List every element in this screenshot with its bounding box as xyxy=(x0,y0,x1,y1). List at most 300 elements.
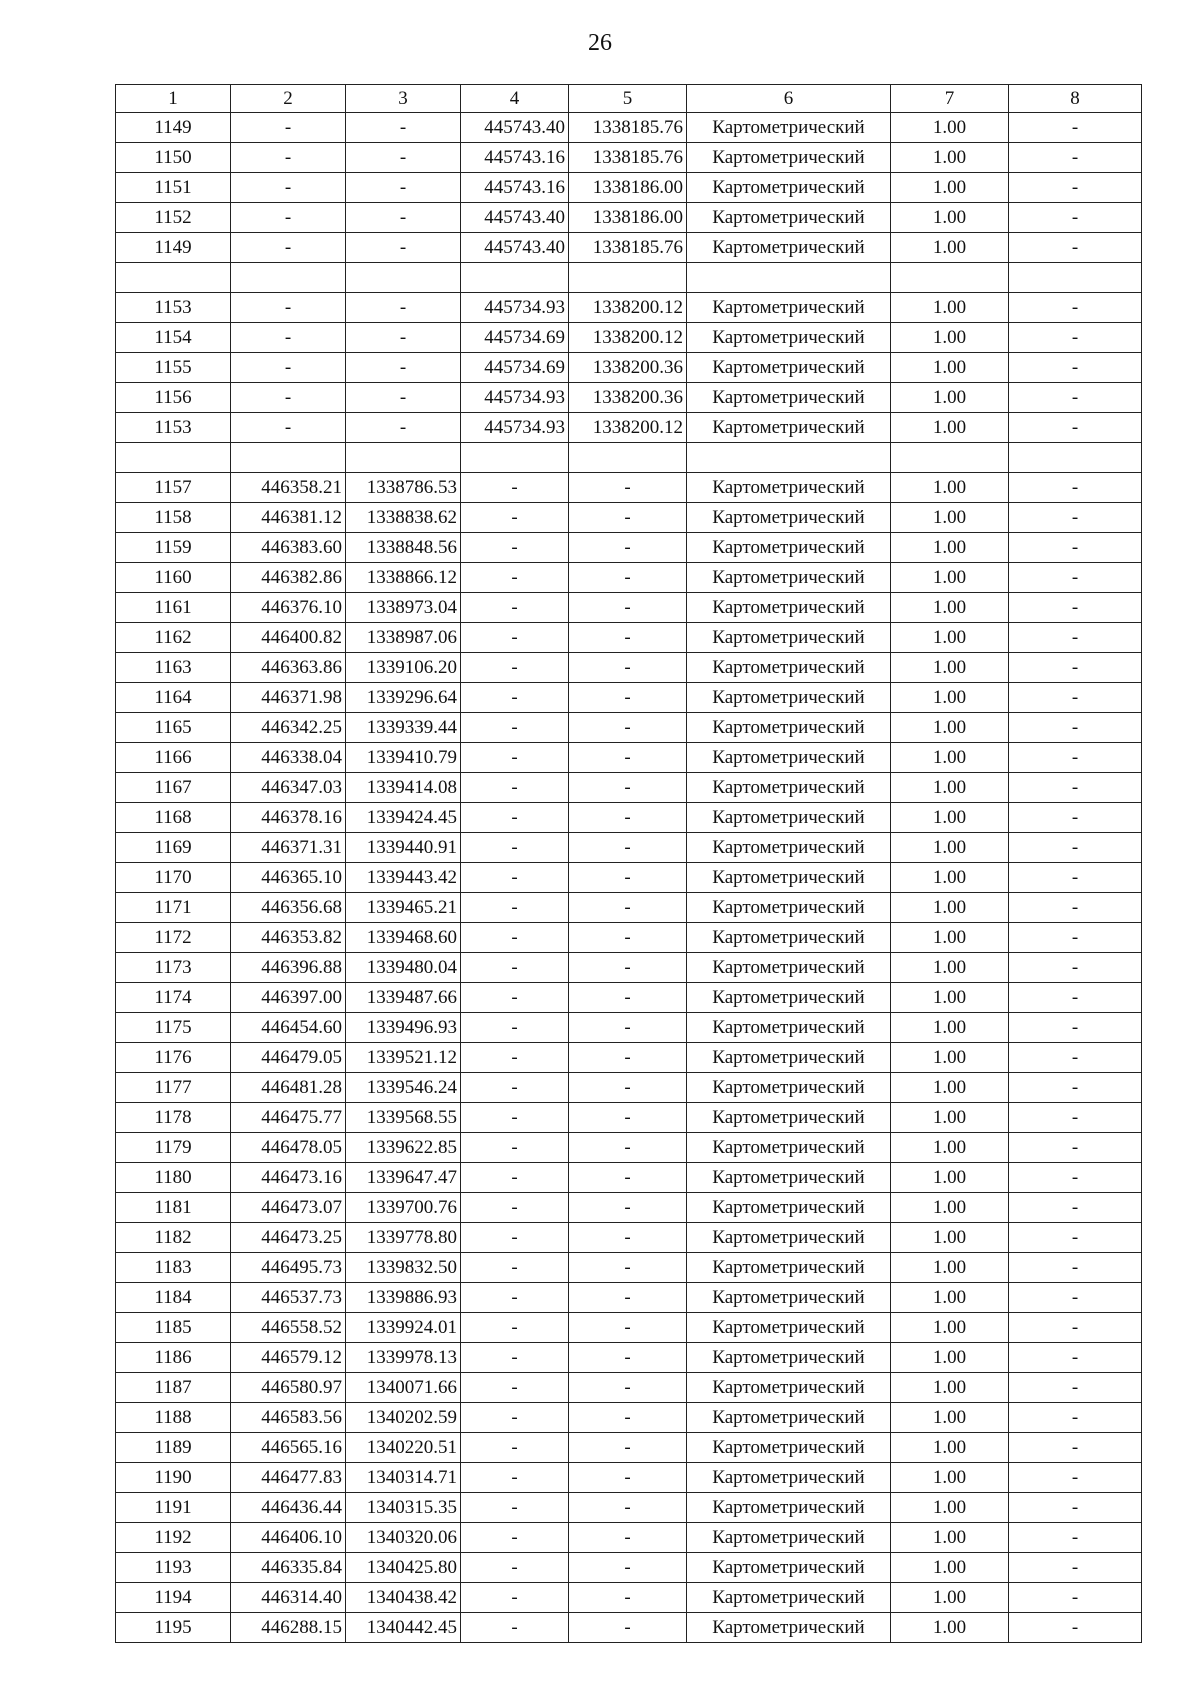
cell-coord-x-new: - xyxy=(461,473,569,503)
cell-coord-x-existing: 446454.60 xyxy=(231,1013,346,1043)
cell-coord-x-existing: 446347.03 xyxy=(231,773,346,803)
cell-coord-x-existing: - xyxy=(231,383,346,413)
cell-point-number xyxy=(116,443,231,473)
cell-coord-y-existing: 1339468.60 xyxy=(346,923,461,953)
cell-coord-y-existing: 1339924.01 xyxy=(346,1313,461,1343)
cell-coord-x-existing: 446342.25 xyxy=(231,713,346,743)
table-row xyxy=(116,503,1142,533)
column-header: 4 xyxy=(461,85,569,113)
table-row xyxy=(116,173,1142,203)
cell-coord-x-existing: 446481.28 xyxy=(231,1073,346,1103)
cell-coord-y-new: 1338200.12 xyxy=(569,323,687,353)
cell-point-number: 1172 xyxy=(116,923,231,953)
table-row xyxy=(116,533,1142,563)
cell-accuracy: 1.00 xyxy=(891,1043,1009,1073)
cell-coord-y-existing: - xyxy=(346,323,461,353)
cell-description: - xyxy=(1009,473,1142,503)
cell-method: Картометрический xyxy=(687,1343,891,1373)
cell-coord-y-new: - xyxy=(569,1253,687,1283)
cell-description: - xyxy=(1009,1493,1142,1523)
cell-coord-y-existing: - xyxy=(346,173,461,203)
cell-method: Картометрический xyxy=(687,1553,891,1583)
cell-accuracy: 1.00 xyxy=(891,1613,1009,1643)
cell-coord-y-existing: 1339339.44 xyxy=(346,713,461,743)
cell-coord-y-new: - xyxy=(569,1193,687,1223)
cell-coord-x-new: - xyxy=(461,563,569,593)
cell-accuracy: 1.00 xyxy=(891,1403,1009,1433)
table-row xyxy=(116,1163,1142,1193)
cell-coord-x-new: - xyxy=(461,1493,569,1523)
table-row xyxy=(116,773,1142,803)
cell-coord-x-existing: 446477.83 xyxy=(231,1463,346,1493)
cell-accuracy: 1.00 xyxy=(891,233,1009,263)
cell-description: - xyxy=(1009,713,1142,743)
cell-description: - xyxy=(1009,1613,1142,1643)
cell-coord-x-existing: - xyxy=(231,413,346,443)
column-header: 2 xyxy=(231,85,346,113)
cell-description: - xyxy=(1009,1043,1142,1073)
cell-point-number: 1171 xyxy=(116,893,231,923)
cell-coord-x-existing: 446314.40 xyxy=(231,1583,346,1613)
page-number: 26 xyxy=(588,30,612,56)
cell-description: - xyxy=(1009,833,1142,863)
cell-coord-y-existing: 1339465.21 xyxy=(346,893,461,923)
cell-point-number: 1167 xyxy=(116,773,231,803)
cell-coord-x-new: - xyxy=(461,1193,569,1223)
cell-coord-x-new: 445743.16 xyxy=(461,143,569,173)
cell-point-number: 1169 xyxy=(116,833,231,863)
cell-point-number: 1185 xyxy=(116,1313,231,1343)
cell-coord-x-new: - xyxy=(461,1283,569,1313)
cell-coord-y-existing: 1339647.47 xyxy=(346,1163,461,1193)
cell-coord-x-new: - xyxy=(461,953,569,983)
cell-method xyxy=(687,443,891,473)
cell-coord-y-new: - xyxy=(569,1403,687,1433)
cell-point-number: 1162 xyxy=(116,623,231,653)
cell-coord-x-new: - xyxy=(461,653,569,683)
table-row xyxy=(116,1283,1142,1313)
cell-coord-x-existing: 446475.77 xyxy=(231,1103,346,1133)
cell-point-number: 1150 xyxy=(116,143,231,173)
cell-description: - xyxy=(1009,503,1142,533)
cell-coord-y-existing: 1339487.66 xyxy=(346,983,461,1013)
cell-coord-x-new: - xyxy=(461,1553,569,1583)
cell-coord-y-new: - xyxy=(569,923,687,953)
cell-coord-y-existing: 1338987.06 xyxy=(346,623,461,653)
cell-coord-x-existing: 446382.86 xyxy=(231,563,346,593)
cell-description: - xyxy=(1009,1373,1142,1403)
cell-coord-x-new: 445743.40 xyxy=(461,233,569,263)
cell-accuracy: 1.00 xyxy=(891,983,1009,1013)
cell-accuracy: 1.00 xyxy=(891,1283,1009,1313)
cell-coord-y-new: - xyxy=(569,1433,687,1463)
cell-description: - xyxy=(1009,323,1142,353)
cell-method: Картометрический xyxy=(687,833,891,863)
cell-method: Картометрический xyxy=(687,1313,891,1343)
cell-coord-y-existing: 1339106.20 xyxy=(346,653,461,683)
cell-coord-x-existing: 446473.07 xyxy=(231,1193,346,1223)
cell-coord-x-existing: 446473.25 xyxy=(231,1223,346,1253)
cell-coord-y-existing: 1339978.13 xyxy=(346,1343,461,1373)
cell-method: Картометрический xyxy=(687,1583,891,1613)
cell-coord-y-existing: - xyxy=(346,203,461,233)
cell-coord-y-existing: - xyxy=(346,143,461,173)
cell-description: - xyxy=(1009,1433,1142,1463)
cell-description: - xyxy=(1009,773,1142,803)
cell-coord-y-existing: - xyxy=(346,413,461,443)
cell-accuracy: 1.00 xyxy=(891,173,1009,203)
cell-coord-x-existing: 446436.44 xyxy=(231,1493,346,1523)
cell-coord-x-existing: 446397.00 xyxy=(231,983,346,1013)
cell-description: - xyxy=(1009,623,1142,653)
cell-method: Картометрический xyxy=(687,623,891,653)
cell-description: - xyxy=(1009,173,1142,203)
cell-accuracy: 1.00 xyxy=(891,1433,1009,1463)
cell-point-number xyxy=(116,263,231,293)
cell-accuracy: 1.00 xyxy=(891,1103,1009,1133)
cell-coord-x-existing: 446400.82 xyxy=(231,623,346,653)
cell-coord-y-new: - xyxy=(569,1373,687,1403)
cell-accuracy: 1.00 xyxy=(891,803,1009,833)
cell-point-number: 1160 xyxy=(116,563,231,593)
table-row xyxy=(116,1493,1142,1523)
cell-method: Картометрический xyxy=(687,1043,891,1073)
cell-point-number: 1192 xyxy=(116,1523,231,1553)
cell-coord-y-new: 1338186.00 xyxy=(569,203,687,233)
cell-coord-x-new: 445743.16 xyxy=(461,173,569,203)
cell-accuracy: 1.00 xyxy=(891,1583,1009,1613)
cell-coord-y-new: - xyxy=(569,983,687,1013)
cell-coord-x-existing: - xyxy=(231,143,346,173)
cell-coord-y-new: - xyxy=(569,1133,687,1163)
cell-method: Картометрический xyxy=(687,893,891,923)
cell-description: - xyxy=(1009,1193,1142,1223)
table-row xyxy=(116,1583,1142,1613)
cell-method: Картометрический xyxy=(687,413,891,443)
table-row xyxy=(116,1373,1142,1403)
cell-coord-y-new: - xyxy=(569,1343,687,1373)
cell-method: Картометрический xyxy=(687,1133,891,1163)
cell-point-number: 1191 xyxy=(116,1493,231,1523)
cell-accuracy: 1.00 xyxy=(891,293,1009,323)
table-row xyxy=(116,803,1142,833)
cell-coord-y-existing: 1340442.45 xyxy=(346,1613,461,1643)
cell-coord-x-new: - xyxy=(461,923,569,953)
cell-method: Картометрический xyxy=(687,1613,891,1643)
cell-coord-x-existing: 446406.10 xyxy=(231,1523,346,1553)
cell-coord-y-existing: - xyxy=(346,113,461,143)
cell-description: - xyxy=(1009,113,1142,143)
cell-coord-x-existing: 446353.82 xyxy=(231,923,346,953)
cell-method: Картометрический xyxy=(687,1013,891,1043)
cell-description: - xyxy=(1009,803,1142,833)
cell-point-number: 1190 xyxy=(116,1463,231,1493)
cell-description: - xyxy=(1009,923,1142,953)
cell-coord-x-new: - xyxy=(461,1043,569,1073)
cell-accuracy: 1.00 xyxy=(891,473,1009,503)
cell-accuracy: 1.00 xyxy=(891,683,1009,713)
cell-accuracy: 1.00 xyxy=(891,743,1009,773)
cell-accuracy: 1.00 xyxy=(891,1013,1009,1043)
cell-coord-y-existing: 1338838.62 xyxy=(346,503,461,533)
table-row xyxy=(116,1403,1142,1433)
cell-method: Картометрический xyxy=(687,953,891,983)
cell-coord-x-new: - xyxy=(461,1343,569,1373)
cell-coord-y-existing: 1339886.93 xyxy=(346,1283,461,1313)
cell-description: - xyxy=(1009,593,1142,623)
cell-accuracy: 1.00 xyxy=(891,773,1009,803)
cell-accuracy: 1.00 xyxy=(891,1073,1009,1103)
cell-coord-y-existing: 1339778.80 xyxy=(346,1223,461,1253)
table-row xyxy=(116,593,1142,623)
cell-coord-y-existing: 1339410.79 xyxy=(346,743,461,773)
cell-coord-x-new xyxy=(461,263,569,293)
cell-coord-y-existing: 1340202.59 xyxy=(346,1403,461,1433)
cell-description: - xyxy=(1009,983,1142,1013)
cell-coord-y-new: - xyxy=(569,1283,687,1313)
cell-coord-y-new: - xyxy=(569,1013,687,1043)
table-row xyxy=(116,863,1142,893)
cell-coord-y-existing: - xyxy=(346,383,461,413)
cell-method: Картометрический xyxy=(687,173,891,203)
cell-coord-x-existing: 446358.21 xyxy=(231,473,346,503)
cell-coord-x-existing xyxy=(231,443,346,473)
table-row xyxy=(116,1433,1142,1463)
cell-description: - xyxy=(1009,683,1142,713)
table-body xyxy=(116,85,1142,1643)
cell-description: - xyxy=(1009,653,1142,683)
table-row xyxy=(116,203,1142,233)
cell-description: - xyxy=(1009,233,1142,263)
cell-point-number: 1153 xyxy=(116,413,231,443)
cell-coord-x-existing: 446579.12 xyxy=(231,1343,346,1373)
cell-coord-x-new: 445743.40 xyxy=(461,203,569,233)
cell-coord-y-new: - xyxy=(569,1463,687,1493)
cell-point-number: 1165 xyxy=(116,713,231,743)
cell-coord-x-existing: 446335.84 xyxy=(231,1553,346,1583)
cell-coord-x-new: - xyxy=(461,863,569,893)
cell-coord-x-new: - xyxy=(461,713,569,743)
cell-point-number: 1178 xyxy=(116,1103,231,1133)
cell-coord-y-existing: 1340315.35 xyxy=(346,1493,461,1523)
coordinates-table xyxy=(115,84,1142,1643)
cell-coord-y-existing: 1339443.42 xyxy=(346,863,461,893)
cell-coord-x-existing: 446365.10 xyxy=(231,863,346,893)
table-row xyxy=(116,1073,1142,1103)
cell-coord-x-new: - xyxy=(461,1163,569,1193)
cell-method: Картометрический xyxy=(687,863,891,893)
table-row xyxy=(116,1313,1142,1343)
table-row xyxy=(116,743,1142,773)
cell-coord-x-new: 445734.69 xyxy=(461,323,569,353)
cell-description xyxy=(1009,263,1142,293)
cell-coord-x-new: - xyxy=(461,1103,569,1133)
cell-description: - xyxy=(1009,1133,1142,1163)
cell-coord-y-existing: 1340071.66 xyxy=(346,1373,461,1403)
cell-coord-x-existing: 446396.88 xyxy=(231,953,346,983)
cell-point-number: 1176 xyxy=(116,1043,231,1073)
cell-coord-x-new: 445734.93 xyxy=(461,383,569,413)
cell-method: Картометрический xyxy=(687,1253,891,1283)
cell-coord-y-existing: 1338848.56 xyxy=(346,533,461,563)
cell-coord-y-existing: 1338973.04 xyxy=(346,593,461,623)
cell-coord-x-existing: - xyxy=(231,113,346,143)
cell-point-number: 1153 xyxy=(116,293,231,323)
cell-coord-x-existing: 446356.68 xyxy=(231,893,346,923)
cell-point-number: 1163 xyxy=(116,653,231,683)
cell-method: Картометрический xyxy=(687,1283,891,1313)
cell-method: Картометрический xyxy=(687,293,891,323)
cell-description: - xyxy=(1009,413,1142,443)
cell-coord-y-new: 1338185.76 xyxy=(569,233,687,263)
cell-coord-x-new: - xyxy=(461,1223,569,1253)
cell-coord-y-new: 1338185.76 xyxy=(569,113,687,143)
cell-coord-x-existing: 446376.10 xyxy=(231,593,346,623)
table-row xyxy=(116,353,1142,383)
cell-coord-y-new: - xyxy=(569,863,687,893)
cell-accuracy: 1.00 xyxy=(891,323,1009,353)
cell-accuracy: 1.00 xyxy=(891,1193,1009,1223)
cell-coord-y-new: - xyxy=(569,1613,687,1643)
cell-point-number: 1183 xyxy=(116,1253,231,1283)
column-header: 5 xyxy=(569,85,687,113)
cell-coord-x-new: 445734.93 xyxy=(461,293,569,323)
cell-point-number: 1173 xyxy=(116,953,231,983)
cell-coord-x-existing: 446338.04 xyxy=(231,743,346,773)
cell-coord-y-new: - xyxy=(569,1073,687,1103)
cell-description: - xyxy=(1009,1403,1142,1433)
cell-coord-x-existing: 446363.86 xyxy=(231,653,346,683)
cell-method: Картометрический xyxy=(687,983,891,1013)
cell-coord-x-existing: - xyxy=(231,353,346,383)
column-header: 3 xyxy=(346,85,461,113)
table-row xyxy=(116,413,1142,443)
cell-method: Картометрический xyxy=(687,1073,891,1103)
cell-accuracy xyxy=(891,263,1009,293)
cell-coord-y-new: - xyxy=(569,713,687,743)
cell-coord-x-new: - xyxy=(461,833,569,863)
table-row xyxy=(116,233,1142,263)
cell-accuracy: 1.00 xyxy=(891,1493,1009,1523)
cell-coord-x-new: - xyxy=(461,893,569,923)
cell-coord-y-existing: 1340438.42 xyxy=(346,1583,461,1613)
cell-coord-x-new: - xyxy=(461,1403,569,1433)
cell-coord-x-existing: 446495.73 xyxy=(231,1253,346,1283)
cell-point-number: 1161 xyxy=(116,593,231,623)
cell-coord-y-new: 1338200.12 xyxy=(569,413,687,443)
cell-point-number: 1189 xyxy=(116,1433,231,1463)
cell-accuracy: 1.00 xyxy=(891,563,1009,593)
cell-accuracy: 1.00 xyxy=(891,353,1009,383)
cell-point-number: 1152 xyxy=(116,203,231,233)
cell-coord-x-new: - xyxy=(461,1463,569,1493)
cell-accuracy: 1.00 xyxy=(891,953,1009,983)
cell-coord-x-existing: 446583.56 xyxy=(231,1403,346,1433)
cell-method: Картометрический xyxy=(687,593,891,623)
table-row xyxy=(116,623,1142,653)
cell-coord-x-new: - xyxy=(461,1523,569,1553)
cell-method: Картометрический xyxy=(687,923,891,953)
cell-coord-x-existing: 446473.16 xyxy=(231,1163,346,1193)
cell-point-number: 1158 xyxy=(116,503,231,533)
cell-coord-x-new: - xyxy=(461,503,569,533)
cell-method: Картометрический xyxy=(687,1103,891,1133)
cell-coord-y-new: - xyxy=(569,1583,687,1613)
cell-coord-y-existing: 1339296.64 xyxy=(346,683,461,713)
cell-coord-y-existing: 1339832.50 xyxy=(346,1253,461,1283)
cell-method: Картометрический xyxy=(687,743,891,773)
cell-coord-x-new: - xyxy=(461,1373,569,1403)
cell-accuracy: 1.00 xyxy=(891,923,1009,953)
cell-accuracy: 1.00 xyxy=(891,863,1009,893)
table-row xyxy=(116,683,1142,713)
cell-accuracy: 1.00 xyxy=(891,1313,1009,1343)
cell-method: Картометрический xyxy=(687,113,891,143)
cell-description: - xyxy=(1009,1223,1142,1253)
cell-coord-y-existing: 1339521.12 xyxy=(346,1043,461,1073)
cell-coord-x-new: 445734.69 xyxy=(461,353,569,383)
cell-coord-x-new: - xyxy=(461,1013,569,1043)
cell-coord-y-existing: 1339424.45 xyxy=(346,803,461,833)
cell-point-number: 1166 xyxy=(116,743,231,773)
cell-coord-y-new: - xyxy=(569,653,687,683)
cell-description: - xyxy=(1009,383,1142,413)
cell-coord-y-new: - xyxy=(569,1223,687,1253)
cell-point-number: 1159 xyxy=(116,533,231,563)
cell-coord-y-new: - xyxy=(569,503,687,533)
cell-coord-x-existing: 446371.31 xyxy=(231,833,346,863)
cell-description: - xyxy=(1009,1013,1142,1043)
table-row xyxy=(116,563,1142,593)
cell-description: - xyxy=(1009,1163,1142,1193)
cell-description: - xyxy=(1009,1253,1142,1283)
cell-coord-y-existing: 1340320.06 xyxy=(346,1523,461,1553)
cell-accuracy: 1.00 xyxy=(891,383,1009,413)
cell-coord-x-new: - xyxy=(461,1073,569,1103)
cell-point-number: 1151 xyxy=(116,173,231,203)
cell-point-number: 1168 xyxy=(116,803,231,833)
column-header: 7 xyxy=(891,85,1009,113)
table-row xyxy=(116,1613,1142,1643)
cell-description: - xyxy=(1009,1283,1142,1313)
cell-method: Картометрический xyxy=(687,773,891,803)
cell-description: - xyxy=(1009,1583,1142,1613)
cell-coord-y-existing: 1340314.71 xyxy=(346,1463,461,1493)
cell-point-number: 1177 xyxy=(116,1073,231,1103)
cell-coord-y-new: - xyxy=(569,1313,687,1343)
cell-coord-x-existing: 446537.73 xyxy=(231,1283,346,1313)
cell-accuracy: 1.00 xyxy=(891,713,1009,743)
cell-point-number: 1193 xyxy=(116,1553,231,1583)
cell-description: - xyxy=(1009,1343,1142,1373)
cell-method: Картометрический xyxy=(687,383,891,413)
cell-accuracy: 1.00 xyxy=(891,113,1009,143)
cell-coord-y-existing: - xyxy=(346,233,461,263)
cell-coord-y-new xyxy=(569,263,687,293)
cell-coord-x-existing: 446558.52 xyxy=(231,1313,346,1343)
cell-description: - xyxy=(1009,203,1142,233)
cell-point-number: 1170 xyxy=(116,863,231,893)
cell-coord-y-new: - xyxy=(569,833,687,863)
cell-coord-y-new: - xyxy=(569,1553,687,1583)
cell-accuracy: 1.00 xyxy=(891,143,1009,173)
cell-coord-x-existing xyxy=(231,263,346,293)
cell-accuracy: 1.00 xyxy=(891,1523,1009,1553)
table-row xyxy=(116,113,1142,143)
cell-accuracy: 1.00 xyxy=(891,1133,1009,1163)
cell-coord-y-new: - xyxy=(569,533,687,563)
cell-coord-y-new xyxy=(569,443,687,473)
